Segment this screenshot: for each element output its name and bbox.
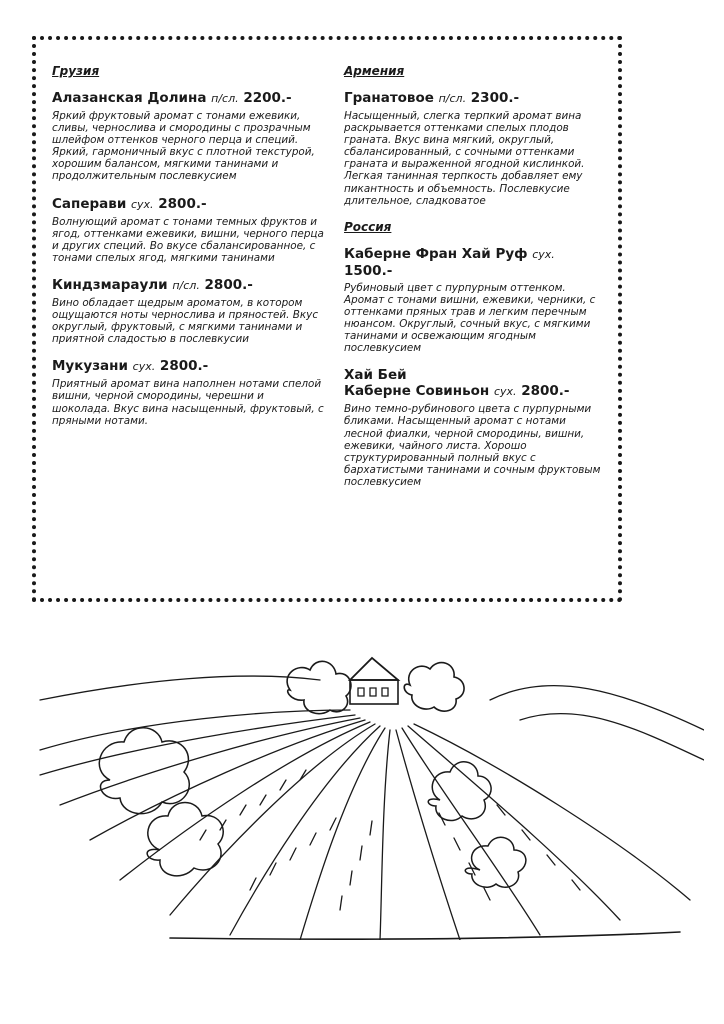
wine-item: [344, 90, 606, 207]
wine-title: [344, 367, 606, 400]
right-column: [344, 64, 606, 501]
wine-description: Вино темно-рубинового цвета с пурпурными бликами. Насыщенный аромат с нотами лесной фиалки, черной смородины, вишни, ежевики, чайного листа. Хорошо структурированный полный вкус с бархатистыми танинами и сочным фруктовым послевкусием: [344, 403, 601, 488]
region-georgia: Грузия: [52, 64, 100, 78]
wine-item: [344, 246, 606, 355]
wine-description: Вино обладает щедрым ароматом, в котором ощущаются ноты чернослива и пряностей. Вкус округлый, фруктовый, с мягкими танинами и приятной сладостью в послевкусии: [52, 296, 319, 346]
wine-item: [52, 277, 324, 345]
wine-name: Алазанская Долина: [52, 90, 207, 106]
wine-title: [344, 246, 606, 279]
wine-price: 2800.-: [521, 383, 570, 400]
wine-name: Саперави: [52, 195, 127, 212]
wine-item: [52, 358, 324, 426]
wine-item: [344, 367, 606, 488]
wine-description: Приятный аромат вина наполнен нотами спелой вишни, черной смородины, черешни и шоколада. Вкус вина насыщенный, фруктовый, с пряными нотами.: [52, 378, 324, 427]
wine-price: 1500.-: [344, 262, 393, 279]
wine-name: Киндзмараули: [52, 276, 168, 293]
wine-price: 2800.-: [204, 276, 253, 293]
wine-kind: сух.: [532, 247, 555, 261]
wine-title: [52, 196, 324, 213]
wine-kind: п/сл.: [438, 92, 467, 105]
wine-name: Каберне Фран Хай Руф: [344, 245, 528, 262]
wine-name: Гранатовое: [344, 90, 434, 106]
wine-description: Рубиновый цвет с пурпурным оттенком. Аромат с тонами вишни, ежевики, черники, с оттенками пряных трав и легким перечным нюансом. Округлый, сочный вкус, с мягкими танинами и освежающим ягодным послевкусием: [344, 281, 596, 355]
wine-price: 2800.-: [159, 358, 209, 375]
wine-title: [344, 90, 606, 107]
wine-title: [52, 277, 324, 294]
wine-price: 2300.-: [470, 90, 520, 106]
wine-kind: сух.: [493, 385, 517, 399]
wine-title: [52, 90, 324, 107]
wine-description: Яркий фруктовый аромат с тонами ежевики, сливы, чернослива и смородины с прозрачным шлейфом оттенков черного перца и специй. Яркий, гармоничный вкус с плотной текстурой, хорошим балансом, мягкими танинами и продолжительным послевкусием: [52, 110, 315, 183]
wine-title: [52, 358, 324, 375]
wine-price: 2800.-: [158, 195, 207, 212]
wine-name: Мукузани: [52, 358, 128, 375]
wine-description: Волнующий аромат с тонами темных фруктов и ягод, оттенками ежевики, вишни, черного перца и других специй. Во вкусе сбалансированное, с тонами спелых ягод, мягкими танинами: [52, 215, 324, 264]
wine-item: [52, 196, 324, 264]
region-russia: Россия: [344, 219, 392, 234]
wine-description: Насыщенный, слегка терпкий аромат вина раскрывается оттенками спелых плодов граната. Вкус вина мягкий, округлый, сбалансированный, с сочными оттенками граната и выраженной ягодной кислинкой. Легкая танинная терпкость добавляет ему пикантность и объемность. Послевкусие длительное, сладковатое: [344, 110, 585, 207]
left-column: [52, 64, 324, 440]
wine-name-line1: Хай Бей: [344, 367, 407, 384]
wine-kind: сух.: [130, 197, 154, 211]
wine-item: [52, 90, 324, 183]
wine-kind: сух.: [132, 360, 156, 374]
vineyard-illustration: [20, 640, 704, 940]
wine-name-line2: Каберне Совиньон: [344, 383, 490, 400]
wine-price: 2200.-: [243, 90, 292, 106]
region-armenia: Армения: [344, 64, 405, 78]
wine-kind: п/сл.: [172, 278, 200, 292]
wine-kind: п/сл.: [211, 92, 239, 105]
